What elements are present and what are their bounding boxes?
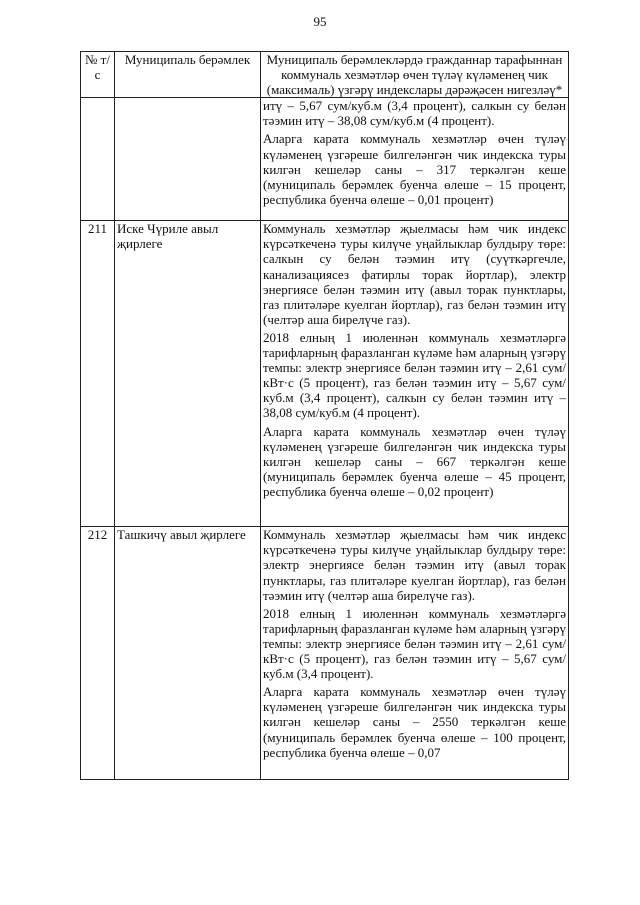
page-number: 95 [313,14,327,29]
paragraph: 2018 елның 1 июленнән коммуналь хезмәтләргә тарифларның фаразланган күләме һәм аларның үзгәрү темпы: электр энергиясе белән тәэмин итү – 2,61 сум/кВт·с (5 процент), газ белән тәэмин итү – 5,67 сум/куб.м (3,4 процент), салкын су белән тәэмин итү – 38,08 сум/куб.м (4 процент). [263,329,566,421]
paragraph: Аларга карата коммуналь хезмәтләр өчен түләү күләменең үзгәреше билгеләнгән чик индекска туры килгән кешеләр саны – 667 теркәлгән кеше (муниципаль берәмлек буенча өлеше – 45 процент, республика буенча өлеше – 0,02 процент) [263,423,566,499]
justification-cell [261,221,569,527]
justification-cell [261,98,569,221]
header-municipality: Муниципаль берәмлек [115,52,261,98]
paragraph: Коммуналь хезмәтләр җыелмасы һәм чик индекс күрсәткеченә туры килүче уңайлыклар булдыру төре: салкын су белән тәэмин итү (суүткәргечле, канализациясез фатирлы торак йортлар), электр энергиясе белән тәэмин итү (авыл торак пунктлары, газ плитәләре куелган йортлар), газ белән тәэмин итү (челтәр аша бирелүче газ). [263,221,566,327]
row-number [81,98,115,221]
header-number: № т/с [81,52,115,98]
paragraph: 2018 елның 1 июленнән коммуналь хезмәтләргә тарифларның фаразланган күләме һәм аларның үзгәрү темпы: электр энергиясе белән тәэмин итү – 2,61 сум/кВт·с (5 процент), газ белән тәэмин итү – 5,67 сум/куб.м (3,4 процент). [263,605,566,682]
table-row [81,527,569,780]
tariff-index-table [80,51,569,780]
justification-cell [261,527,569,780]
table-header-row [81,52,569,98]
municipality-name: Иске Чүриле авыл җирлеге [115,221,261,527]
municipality-name: Ташкичү авыл җирлеге [115,527,261,780]
paragraph: итү – 5,67 сум/куб.м (3,4 процент), салкын су белән тәэмин итү – 38,08 сум/куб.м (4 процент). [263,98,566,129]
municipality-name [115,98,261,221]
row-number: 211 [81,221,115,527]
row-number: 212 [81,527,115,780]
paragraph: Аларга карата коммуналь хезмәтләр өчен түләү күләменең үзгәреше билгеләнгән чик индекска туры килгән кешеләр саны – 317 теркәлгән кеше (муниципаль берәмлек буенча өлеше – 15 процент, республика буенча өлеше – 0,01 процент) [263,131,566,207]
paragraph: Коммуналь хезмәтләр җыелмасы һәм чик индекс күрсәткеченә туры килүче уңайлыклар булдыру төре: электр энергиясе белән тәэмин итү (авыл торак пунктлары, газ плитәләре куелган йортлар), газ белән тәэмин итү (челтәр аша бирелүче газ). [263,527,566,603]
paragraph: Аларга карата коммуналь хезмәтләр өчен түләү күләменең үзгәреше билгеләнгән чик индекска туры килгән кешеләр саны – 2550 теркәлгән кеше (муниципаль берәмлек буенча өлеше – 100 процент, республика буенча өлеше – 0,07 [263,684,566,760]
table-row-continuation [81,98,569,221]
table-row [81,221,569,527]
header-justification: Муниципаль берәмлекләрдә гражданнар тарафыннан коммуналь хезмәтләр өчен түләү күләменең чик (максималь) үзгәрү индекслары дәрәҗәсен нигезләү* [261,52,569,98]
